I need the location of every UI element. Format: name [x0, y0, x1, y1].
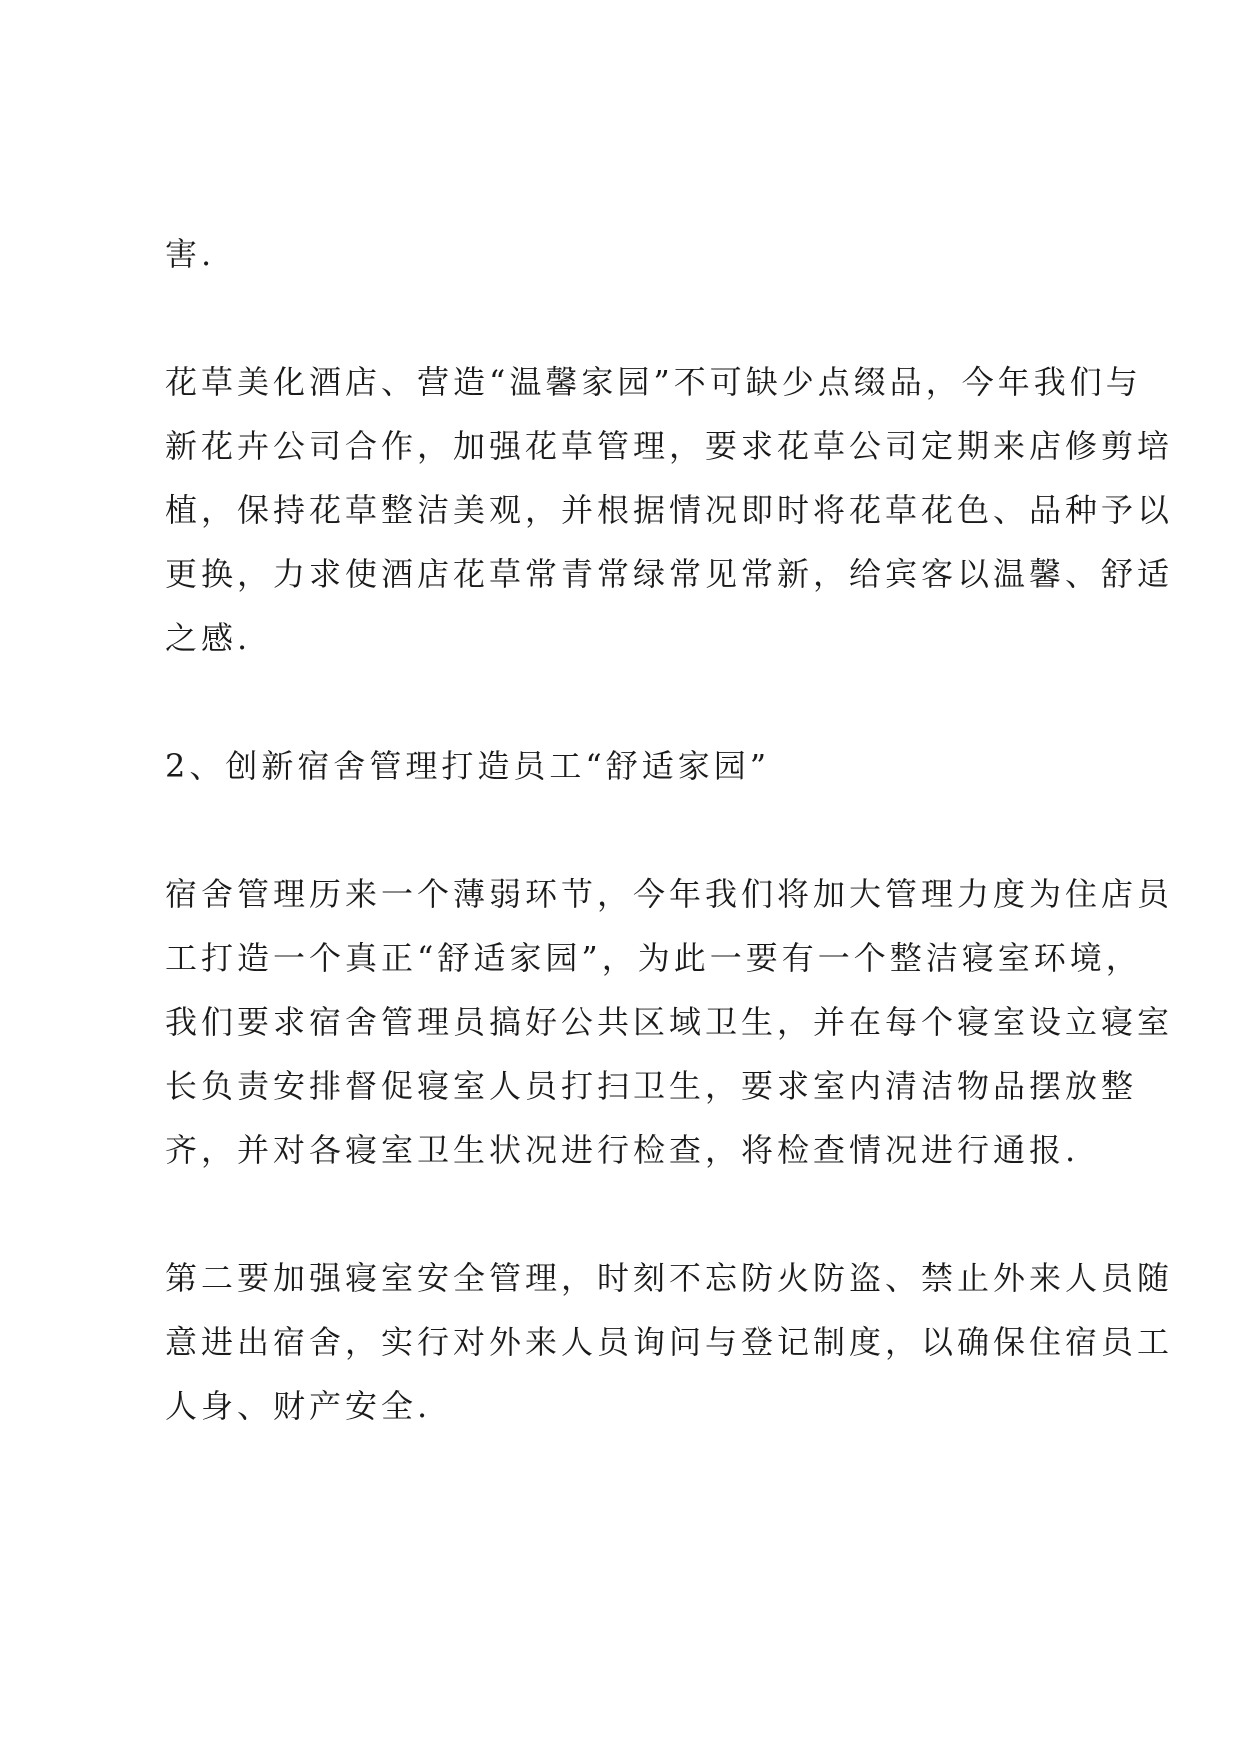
text-line: 之感. [165, 619, 252, 657]
paragraph-2 [165, 350, 1174, 670]
text-line: 意进出宿舍，实行对外来人员询问与登记制度，以确保住宿员工 [165, 1323, 1174, 1361]
text-line: 齐，并对各寝室卫生状况进行检查，将检查情况进行通报. [165, 1131, 1080, 1169]
text-line: 新花卉公司合作，加强花草管理，要求花草公司定期来店修剪培 [165, 427, 1174, 465]
paragraph-3 [165, 862, 1174, 1182]
text-line: 我们要求宿舍管理员搞好公共区域卫生，并在每个寝室设立寝室 [165, 1003, 1174, 1041]
text-line: 害. [165, 235, 216, 273]
text-line: 更换，力求使酒店花草常青常绿常见常新，给宾客以温馨、舒适 [165, 555, 1174, 593]
paragraph-1 [165, 222, 1095, 286]
paragraph-gap [165, 670, 1095, 734]
text-line: 宿舍管理历来一个薄弱环节，今年我们将加大管理力度为住店员 [165, 875, 1174, 913]
paragraph-gap [165, 1182, 1095, 1246]
text-line: 植，保持花草整洁美观，并根据情况即时将花草花色、品种予以 [165, 491, 1174, 529]
paragraph-4 [165, 1246, 1174, 1438]
paragraph-gap [165, 286, 1095, 350]
text-line: 长负责安排督促寝室人员打扫卫生，要求室内清洁物品摆放整 [165, 1067, 1138, 1105]
paragraph-gap [165, 798, 1095, 862]
section-heading [165, 734, 1095, 798]
text-line: 第二要加强寝室安全管理，时刻不忘防火防盗、禁止外来人员随 [165, 1259, 1174, 1297]
document-body [165, 222, 1174, 1438]
text-line: 花草美化酒店、营造“温馨家园”不可缺少点缀品，今年我们与 [165, 363, 1142, 401]
text-line: 工打造一个真正“舒适家园”，为此一要有一个整洁寝室环境， [165, 939, 1142, 977]
text-line: 人身、财产安全. [165, 1387, 432, 1425]
heading-text: 2、创新宿舍管理打造员工“舒适家园” [165, 747, 771, 785]
